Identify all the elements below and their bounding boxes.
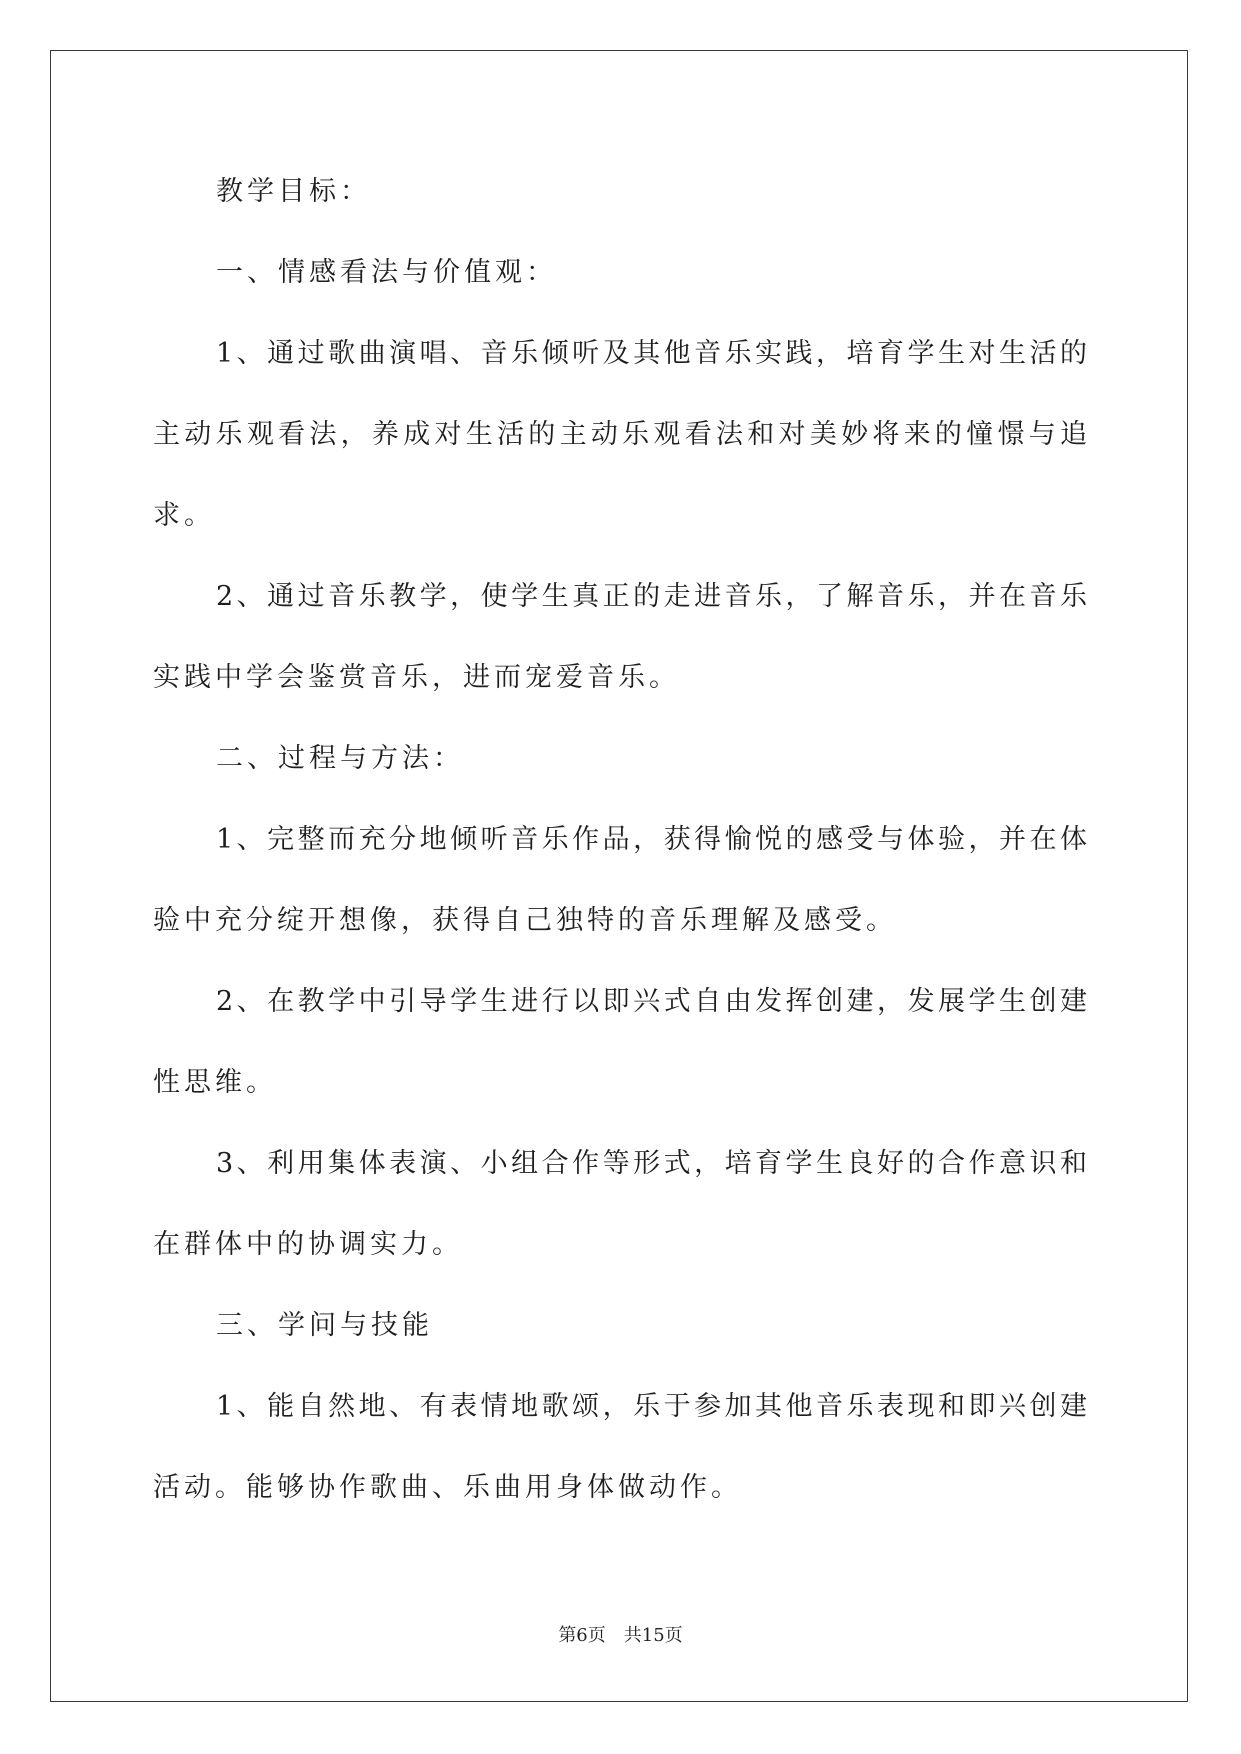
document-body — [153, 151, 1087, 1528]
text-line: 二、过程与方法： — [216, 743, 464, 774]
text-line: 三、学问与技能 — [216, 1310, 433, 1341]
text-line: 教学目标： — [216, 176, 371, 207]
paragraph-section-two-heading — [153, 718, 1087, 799]
text-line: 1、能自然地、有表情地歌颂，乐于参加其他音乐表现和即兴创建 — [216, 1391, 1087, 1422]
text-line: 主动乐观看法，养成对生活的主动乐观看法和对美妙将来的憧憬与追 — [153, 419, 1087, 450]
paragraph-teaching-goals-heading — [153, 151, 1087, 232]
text-line: 性思维。 — [153, 1067, 277, 1098]
text-line: 1、通过歌曲演唱、音乐倾听及其他音乐实践，培育学生对生活的 — [216, 338, 1087, 369]
text-line: 验中充分绽开想像，获得自己独特的音乐理解及感受。 — [153, 905, 897, 936]
paragraph-item — [153, 961, 1087, 1123]
text-line: 2、通过音乐教学，使学生真正的走进音乐，了解音乐，并在音乐 — [216, 581, 1087, 612]
text-line: 活动。能够协作歌曲、乐曲用身体做动作。 — [153, 1472, 742, 1503]
paragraph-item — [153, 313, 1087, 556]
text-line: 1、完整而充分地倾听音乐作品，获得愉悦的感受与体验，并在体 — [216, 824, 1087, 855]
paragraph-section-one-heading — [153, 232, 1087, 313]
text-line: 3、利用集体表演、小组合作等形式，培育学生良好的合作意识和 — [216, 1148, 1087, 1179]
page-footer — [0, 1622, 1241, 1650]
page-total: 共15页 — [623, 1625, 683, 1646]
text-line: 实践中学会鉴赏音乐，进而宠爱音乐。 — [153, 662, 680, 693]
text-line: 2、在教学中引导学生进行以即兴式自由发挥创建，发展学生创建 — [216, 986, 1087, 1017]
text-line: 一、情感看法与价值观： — [216, 257, 557, 288]
text-line: 求。 — [153, 500, 215, 531]
paragraph-item — [153, 1366, 1087, 1528]
paragraph-section-three-heading — [153, 1285, 1087, 1366]
paragraph-item — [153, 556, 1087, 718]
text-line: 在群体中的协调实力。 — [153, 1229, 463, 1260]
page-number: 第6页 — [558, 1625, 606, 1646]
paragraph-item — [153, 799, 1087, 961]
paragraph-item — [153, 1123, 1087, 1285]
